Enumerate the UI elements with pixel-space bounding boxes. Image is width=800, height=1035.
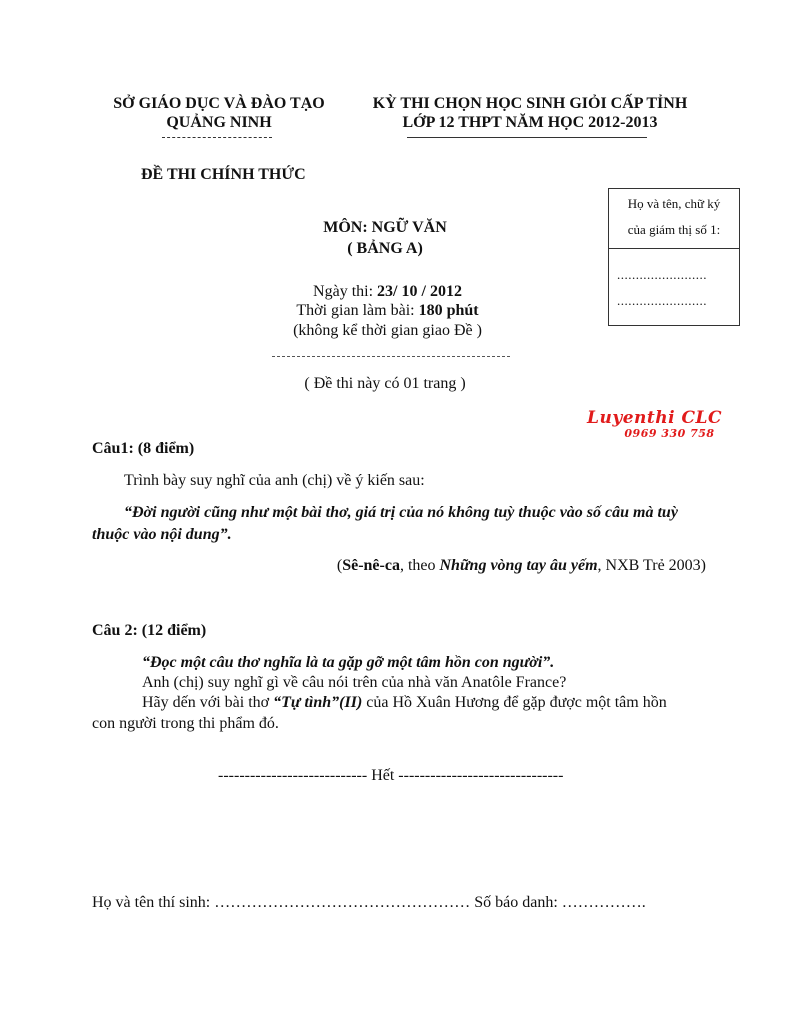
- candidate-id-label: Số báo danh:: [470, 894, 562, 911]
- exam-subtitle: LỚP 12 THPT NĂM HỌC 2012-2013: [402, 114, 658, 131]
- candidate-name-blank: …………………………………………: [214, 894, 471, 911]
- proctor-box-dots2: ........................: [617, 293, 707, 308]
- info-separator: [272, 356, 510, 357]
- question-1-title: Câu1: (8 điểm): [92, 440, 195, 457]
- exam-date: [260, 283, 515, 301]
- exam-duration-label: Thời gian làm bài:: [296, 302, 419, 319]
- source-book: Những vòng tay âu yếm: [439, 557, 598, 574]
- exam-duration-value: 180 phút: [418, 302, 479, 319]
- exam-title: KỲ THI CHỌN HỌC SINH GIỎI CẤP TỈNH: [372, 95, 688, 112]
- question-2-line2: Anh (chị) suy nghĩ gì về câu nói trên của nhà văn Anatôle France?: [142, 674, 567, 691]
- end-marker: ---------------------------- Hết -------------------------------: [218, 767, 564, 784]
- watermark-phone: 0969 330 758: [624, 427, 715, 440]
- exam-duration: [260, 302, 515, 320]
- source-paren: (: [336, 557, 343, 574]
- exam-subtitle-underline: [407, 137, 647, 138]
- proctor-box-dots1: ........................: [617, 267, 707, 282]
- source-mid: , theo: [399, 557, 440, 574]
- official-exam-label: ĐỀ THI CHÍNH THỨC: [141, 166, 306, 183]
- question-2-line3-a: Hãy dến với bài thơ: [142, 694, 274, 711]
- watermark-logo: [587, 410, 722, 439]
- exam-date-value: 23/ 10 / 2012: [377, 283, 462, 300]
- candidate-info-line: [92, 894, 646, 912]
- question-2-line3: [142, 694, 667, 712]
- proctor-box-line1: Họ và tên, chữ ký: [627, 196, 721, 211]
- question-1-source: [337, 557, 706, 575]
- question-1-prompt: Trình bày suy nghĩ của anh (chị) về ý kiến sau:: [124, 472, 425, 489]
- candidate-id-blank: …………….: [561, 894, 646, 911]
- subject-title: MÔN: NGỮ VĂN: [323, 219, 447, 236]
- question-1-quote-line1: “Đời người cũng như một bài thơ, giá trị của nó không tuỳ thuộc vào số câu mà tuỳ: [124, 504, 678, 521]
- source-publisher: , NXB Trẻ 2003): [597, 557, 706, 574]
- watermark-brand: Luyenthi CLC: [587, 408, 722, 428]
- question-2-line4: con người trong thi phẩm đó.: [92, 715, 279, 732]
- question-1-quote-line2: thuộc vào nội dung”.: [92, 526, 232, 543]
- candidate-name-label: Họ và tên thí sinh:: [92, 894, 215, 911]
- question-2-quote: “Đọc một câu thơ nghĩa là ta gặp gỡ một tâm hồn con người”.: [142, 654, 555, 671]
- province-underline: [162, 137, 272, 138]
- exam-duration-note: (không kể thời gian giao Đề ): [293, 322, 482, 339]
- department-name: SỞ GIÁO DỤC VÀ ĐÀO TẠO: [113, 95, 325, 112]
- poem-title: “Tự tình”(II): [273, 694, 363, 711]
- question-2-title: Câu 2: (12 điểm): [92, 622, 207, 639]
- exam-date-label: Ngày thi:: [313, 283, 378, 300]
- page-count-note: ( Đề thi này có 01 trang ): [304, 375, 466, 392]
- proctor-signature-box: [608, 188, 740, 326]
- source-author: Sê-nê-ca: [342, 557, 400, 574]
- province-name: QUẢNG NINH: [166, 114, 272, 131]
- question-2-line3-c: của Hồ Xuân Hương để gặp được một tâm hồn: [362, 694, 667, 711]
- subject-group: ( BẢNG A): [347, 240, 423, 257]
- proctor-box-line2: của giám thị số 1:: [627, 222, 721, 237]
